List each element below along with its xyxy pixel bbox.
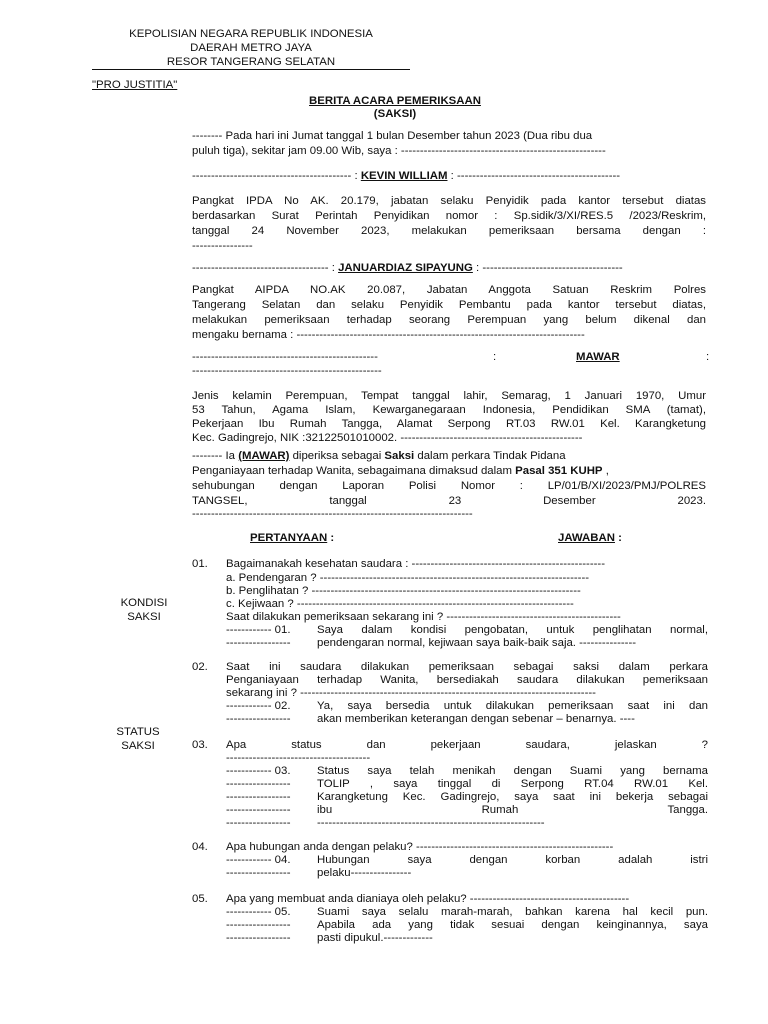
case-article: Pasal 351 KUHP: [515, 465, 603, 477]
q1-answer-prefix-2: -----------------: [226, 637, 291, 649]
intro-line-2: puluh tiga), sekitar jam 09.00 Wib, saya : ------------------------------------------------------: [192, 145, 606, 157]
dash-fill: : -------------------------------------: [472, 262, 623, 274]
q3-question-line-1: Apa status dan pekerjaan saudara, jelaskan ?: [226, 739, 708, 751]
q5-answer-line-3: pasti dipukul.-------------: [317, 932, 433, 944]
officer1-line-2: berdasarkan Surat Perintah Penyidikan nomor : Sp.sidik/3/XI/RES.5 /2023/Reskrim,: [192, 210, 706, 222]
side-label-line: STATUS: [116, 726, 160, 738]
q3-answer-prefix-4: -----------------: [226, 804, 291, 816]
case-text: ,: [602, 465, 609, 477]
case-line-3: sehubungan dengan Laporan Polisi Nomor : LP/01/B/XI/2023/PMJ/POLRES: [192, 480, 706, 492]
intro-line-1: -------- Pada hari ini Jumat tanggal 1 bulan Desember tahun 2023 (Dua ribu dua: [192, 130, 593, 142]
q1-answer-line-1: Saya dalam kondisi pengobatan, untuk penglihatan normal,: [317, 624, 708, 636]
case-line-4: TANGSEL, tanggal 23 Desember 2023.: [192, 495, 706, 507]
witness-colon-left: :: [493, 351, 497, 363]
identity-line-4: Kec. Gadingrejo, NIK :32122501010002. ------------------------------------------------: [192, 432, 583, 444]
officer1-line-4: ----------------: [192, 240, 253, 252]
side-label-status: [96, 725, 180, 753]
side-label-kondisi: [102, 596, 186, 624]
case-text: diperiksa sebagai: [289, 450, 385, 462]
letterhead-line-2: DAERAH METRO JAYA: [190, 42, 312, 54]
q3-answer-line-1: Status saya telah menikah dengan Suami yang bernama: [317, 765, 708, 777]
q5-answer-line-1: Suami saya selalu marah-marah, bahkan karena hal kecil pun.: [317, 906, 708, 918]
case-text: dalam perkara Tindak Pidana: [414, 450, 566, 462]
q2-question-line-3: sekarang ini ? ------------------------------------------------------------------------------: [226, 687, 596, 699]
q2-answer-line-2: akan memberikan keterangan dengan sebenar – benarnya. ----: [317, 713, 635, 725]
officer1-line-3: tanggal 24 November 2023, melakukan pemeriksaan bersama dengan :: [192, 225, 706, 237]
dash-fill: ------------------------------------ :: [192, 262, 339, 274]
q5-answer-prefix: ------------ 05.: [226, 906, 291, 918]
dash-fill: ------------------------------------------ :: [192, 170, 361, 182]
case-witness-ref: (MAWAR): [238, 450, 290, 462]
case-role: Saksi: [384, 450, 415, 462]
q4-answer-line-2: pelaku----------------: [317, 867, 412, 879]
q3-answer-prefix: ------------ 03.: [226, 765, 291, 777]
q3-answer-line-4: ibu Rumah Tangga.: [317, 804, 708, 816]
officer2-line-4: mengaku bernama : ----------------------------------------------------------------------------: [192, 329, 585, 341]
investigator-name: KEVIN WILLIAM: [360, 170, 448, 182]
q2-answer-prefix: ------------ 02.: [226, 700, 291, 712]
q4-number: 04.: [192, 841, 208, 853]
q5-answer-prefix-2: -----------------: [226, 919, 291, 931]
officer2-line-1: Pangkat AIPDA NO.AK 20.087, Jabatan Anggota Satuan Reskrim Polres: [192, 284, 706, 296]
case-line-2: [192, 464, 609, 480]
q3-answer-line-2: TOLIP , saya tinggal di Serpong RT.04 RW.01 Kel.: [317, 778, 708, 790]
witness-colon-right: :: [706, 351, 710, 363]
witness-name: MAWAR: [576, 351, 620, 363]
q2-answer-line-1: Ya, saya bersedia untuk dilakukan pemeriksaan saat ini dan: [317, 700, 708, 712]
case-line-5: --------------------------------------------------------------------------: [192, 508, 473, 520]
q1-number: 01.: [192, 558, 208, 570]
questions-heading: [250, 531, 334, 547]
answers-heading: [558, 531, 622, 547]
officer2-line-2: Tangerang Selatan dan selaku Penyidik Pembantu pada kantor tersebut diatas,: [192, 299, 706, 311]
case-line-1: [192, 449, 566, 465]
questions-heading-label: PERTANYAAN: [250, 532, 328, 544]
q4-answer-prefix: ------------ 04.: [226, 854, 291, 866]
identity-line-2: 53 Tahun, Agama Islam, Kewarganegaraan Indonesia, Pendidikan SMA (tamat),: [192, 404, 706, 416]
officer1-line-1: Pangkat IPDA No AK. 20.179, jabatan selaku Penyidik pada kantor tersebut diatas: [192, 195, 706, 207]
q1-item-a: a. Pendengaran ? -----------------------------------------------------------------------: [226, 572, 590, 584]
q5-answer-prefix-3: -----------------: [226, 932, 291, 944]
letterhead-line-3: RESOR TANGERANG SELATAN: [92, 55, 410, 70]
q3-answer-prefix-2: -----------------: [226, 778, 291, 790]
side-label-line: KONDISI: [120, 597, 168, 609]
q4-answer-prefix-2: -----------------: [226, 867, 291, 879]
document-title: BERITA ACARA PEMERIKSAAN: [309, 95, 481, 107]
pro-justitia: "PRO JUSTITIA": [92, 79, 178, 91]
q1-item-b: b. Penglihatan ? -----------------------------------------------------------------------: [226, 585, 581, 597]
letterhead: [92, 27, 410, 70]
dash-fill: : -------------------------------------------: [447, 170, 621, 182]
q2-question-line-2: Penganiayaan terhadap Wanita, bersediakah saudara dilakukan pemeriksaan: [226, 674, 708, 686]
q1-item-c: c. Kejiwaan ? -------------------------------------------------------------------------: [226, 598, 574, 610]
q4-question: Apa hubungan anda dengan pelaku? ----------------------------------------------------: [226, 841, 614, 853]
assistant-name-line: [192, 261, 623, 277]
q3-question-line-2: --------------------------------------: [226, 752, 371, 764]
q1-question: Bagaimanakah kesehatan saudara : ---------------------------------------------------: [226, 558, 605, 570]
answers-heading-label: JAWABAN: [558, 532, 615, 544]
q3-number: 03.: [192, 739, 208, 751]
investigator-name-line: [192, 169, 620, 185]
questions-heading-colon: :: [327, 532, 335, 544]
q5-number: 05.: [192, 893, 208, 905]
q4-answer-line-1: Hubungan saya dengan korban adalah istri: [317, 854, 708, 866]
q5-answer-line-2: Apabila ada yang tidak sesuai dengan keinginannya, saya: [317, 919, 708, 931]
assistant-investigator-name: JANUARDIAZ SIPAYUNG: [338, 262, 473, 274]
q3-answer-prefix-5: -----------------: [226, 817, 291, 829]
q2-number: 02.: [192, 661, 208, 673]
q1-answer-prefix: ------------ 01.: [226, 624, 291, 636]
q2-question-line-1: Saat ini saudara dilakukan pemeriksaan sebagai saksi dalam perkara: [226, 661, 708, 673]
q5-question: Apa yang membuat anda dianiaya oleh pelaku? ------------------------------------------: [226, 893, 630, 905]
officer2-line-3: melakukan pemeriksaan terhadap seorang Perempuan yang belum dikenal dan: [192, 314, 706, 326]
side-label-line: SAKSI: [127, 611, 161, 623]
q1-answer-line-2: pendengaran normal, kejiwaan saya baik-baik saja. ---------------: [317, 637, 637, 649]
q2-answer-prefix-2: -----------------: [226, 713, 291, 725]
case-text: Penganiayaan terhadap Wanita, sebagaimana dimaksud dalam: [192, 465, 516, 477]
identity-line-3: Pekerjaan Ibu Rumah Tangga, Alamat Serpong RT.03 RW.01 Kel. Karangketung: [192, 418, 706, 430]
side-label-line: SAKSI: [121, 740, 155, 752]
witness-dash-left: -------------------------------------------------: [192, 351, 378, 363]
witness-dash-line: --------------------------------------------------: [192, 365, 382, 377]
q3-answer-line-3: Karangketung Kec. Gadingrejo, saya saat ini bekerja sebagai: [317, 791, 708, 803]
q3-answer-line-5: ------------------------------------------------------------: [317, 817, 545, 829]
q1-question-2: Saat dilakukan pemeriksaan sekarang ini ? ----------------------------------------------: [226, 611, 621, 623]
identity-line-1: Jenis kelamin Perempuan, Tempat tanggal lahir, Semarag, 1 Januari 1970, Umur: [192, 390, 706, 402]
letterhead-line-1: KEPOLISIAN NEGARA REPUBLIK INDONESIA: [129, 28, 373, 40]
q3-answer-prefix-3: -----------------: [226, 791, 291, 803]
dash-fill: -------- Ia: [192, 450, 239, 462]
answers-heading-colon: :: [614, 532, 622, 544]
document-subtitle: (SAKSI): [373, 108, 417, 120]
